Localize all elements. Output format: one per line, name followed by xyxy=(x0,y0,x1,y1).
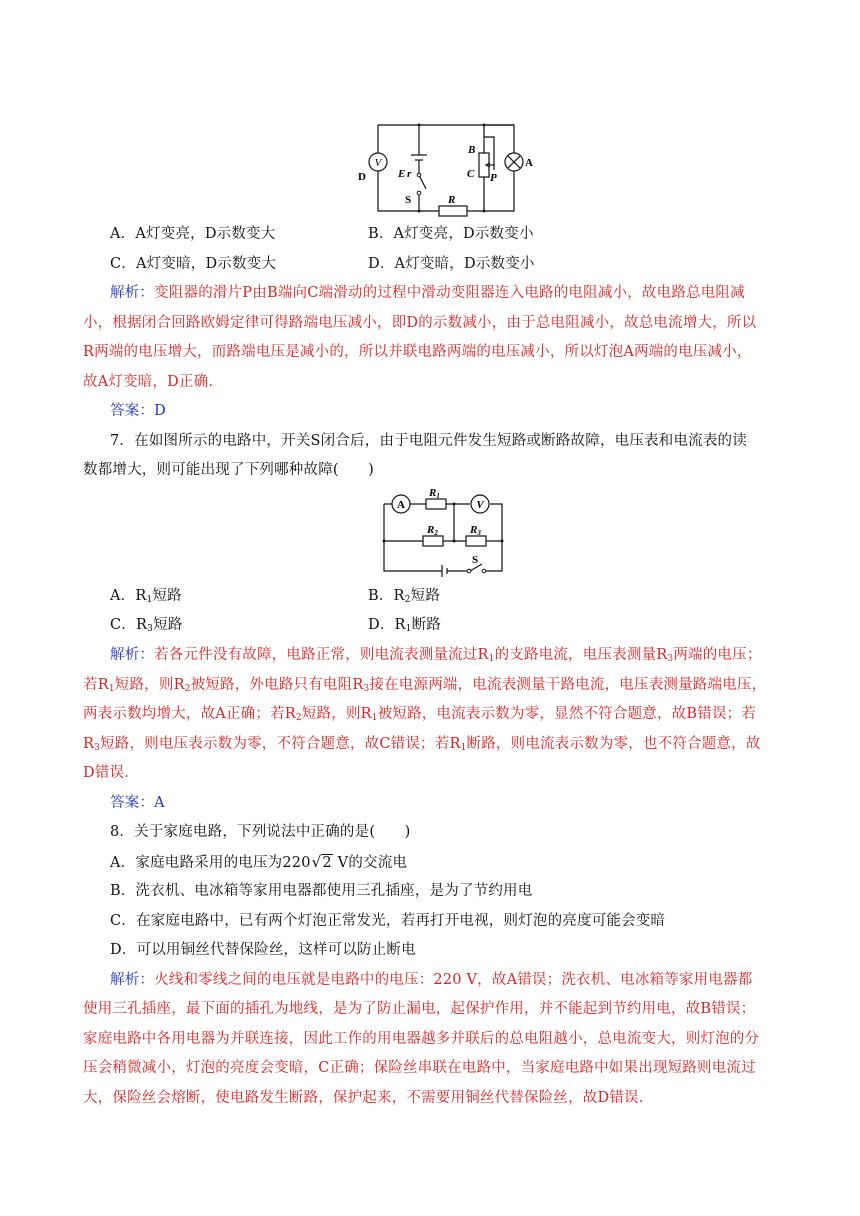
q8-option-a: A．家庭电路采用的电压为220√2 V的交流电 xyxy=(110,853,408,871)
option-a: A．A灯变亮，D示数变大 xyxy=(110,226,276,242)
analysis-q6-line4: 故A灯变暗，D正确. xyxy=(83,374,214,390)
label-e: E xyxy=(398,168,406,180)
label-r2: R2 xyxy=(427,524,438,537)
label-r3: R3 xyxy=(470,524,481,537)
analysis-q8-line4: 压会稍微减小，灯泡的亮度会变暗，C正确；保险丝串联在电路中，当家庭电路中如果出现短路则电流过 xyxy=(83,1060,756,1076)
voltmeter-label: V xyxy=(374,157,382,169)
analysis-q8-line2: 使用三孔插座，最下面的插孔为地线，是为了防止漏电，起保护作用，并不能起到节约用电，故B错误； xyxy=(83,1001,756,1017)
ammeter-label: A xyxy=(397,499,405,511)
analysis-q7-line3: 两表示数均增大，故A正确；若$R_2$短路，则$R_1$被短路，电流表示数为零，显然不符合题意，故B错误；若 xyxy=(83,706,757,723)
q7-option-c: C．$R_3$短路 xyxy=(110,617,183,634)
q7-option-a: A．$R_1$短路 xyxy=(110,588,182,605)
q7-option-b: B．$R_2$短路 xyxy=(368,588,441,605)
label-r1: R1 xyxy=(429,487,440,500)
q7-stem-line1: 7．在如图所示的电路中，开关S闭合后，由于电阻元件发生短路或断路故障，电压表和电流表的读 xyxy=(110,433,747,449)
analysis-q8-line1: 解析：火线和零线之间的电压就是电路中的电压：220 V，故A错误；洗衣机、电冰箱等家用电器都 xyxy=(110,972,753,988)
label-d: D xyxy=(358,171,366,183)
analysis-q6-line3: R两端的电压增大，而路端电压是减小的，所以并联电路两端的电压减小，所以灯泡A两端的电压减小， xyxy=(83,344,752,360)
analysis-q7-line4: $R_3$短路，则电压表示数为零，不符合题意，故C错误；若$R_1$断路，则电流表示数为零，也不符合题意，故 xyxy=(83,736,761,753)
q8-option-c: C．在家庭电路中，已有两个灯泡正常发光，若再打开电视，则灯泡的亮度可能会变暗 xyxy=(110,913,666,929)
label-resistor-r: R xyxy=(448,194,456,206)
analysis-q7-line2: 若$R_1$短路，则$R_2$被短路，外电路只有电阻$R_3$接在电源两端，电流表测量干路电流，电压表测量路端电压， xyxy=(83,677,767,694)
analysis-q8-line3: 家庭电路中各用电器为并联连接，因此工作的用电器越多并联后的总电阻越小，总电流变大，则灯泡的分 xyxy=(83,1031,760,1047)
option-c: C．A灯变暗，D示数变大 xyxy=(110,256,277,272)
analysis-q7-line5: D错误. xyxy=(83,765,130,781)
label-r: r xyxy=(407,168,412,180)
q8-option-d: D．可以用铜丝代替保险丝，这样可以防止断电 xyxy=(110,942,416,958)
label-lamp-a: A xyxy=(525,157,533,169)
option-b: B．A灯变亮，D示数变小 xyxy=(368,226,534,242)
label-c: C xyxy=(467,168,475,180)
circuit-figure-q6 xyxy=(350,115,540,220)
option-d: D．A灯变暗，D示数变小 xyxy=(368,256,535,272)
label-switch-s: S xyxy=(472,554,479,566)
circuit-figure-q7 xyxy=(378,486,508,578)
analysis-q6-line2: 小，根据闭合回路欧姆定律可得路端电压减小，即D的示数减小，由于总电阻减小，故总电流增大，所以 xyxy=(83,315,757,331)
q7-option-d: D．$R_1$断路 xyxy=(368,617,441,634)
analysis-q6-line1: 解析：变阻器的滑片P由B端向C端滑动的过程中滑动变阻器连入电路的电阻减小，故电路总电阻减 xyxy=(110,285,745,301)
answer-q6: 答案：D xyxy=(110,403,166,419)
label-b: B xyxy=(468,144,476,156)
answer-q7: 答案：A xyxy=(110,795,165,811)
analysis-q7-line1: 解析：若各元件没有故障，电路正常，则电流表测量流过$R_1$的支路电流，电压表测量$R_3$两端的电压； xyxy=(110,647,762,664)
q8-option-b: B．洗衣机、电冰箱等家用电器都使用三孔插座，是为了节约用电 xyxy=(110,883,533,899)
label-s: S xyxy=(405,194,412,206)
analysis-q8-line5: 大，保险丝会熔断，使电路发生断路，保护起来，不需要用铜丝代替保险丝，故D错误. xyxy=(83,1090,644,1106)
label-p: P xyxy=(490,172,497,184)
q8-stem: 8．关于家庭电路，下列说法中正确的是( ) xyxy=(110,824,411,840)
voltmeter-label-q7: V xyxy=(476,499,484,511)
q7-stem-line2: 数都增大，则可能出现了下列哪种故障( ) xyxy=(83,462,375,478)
